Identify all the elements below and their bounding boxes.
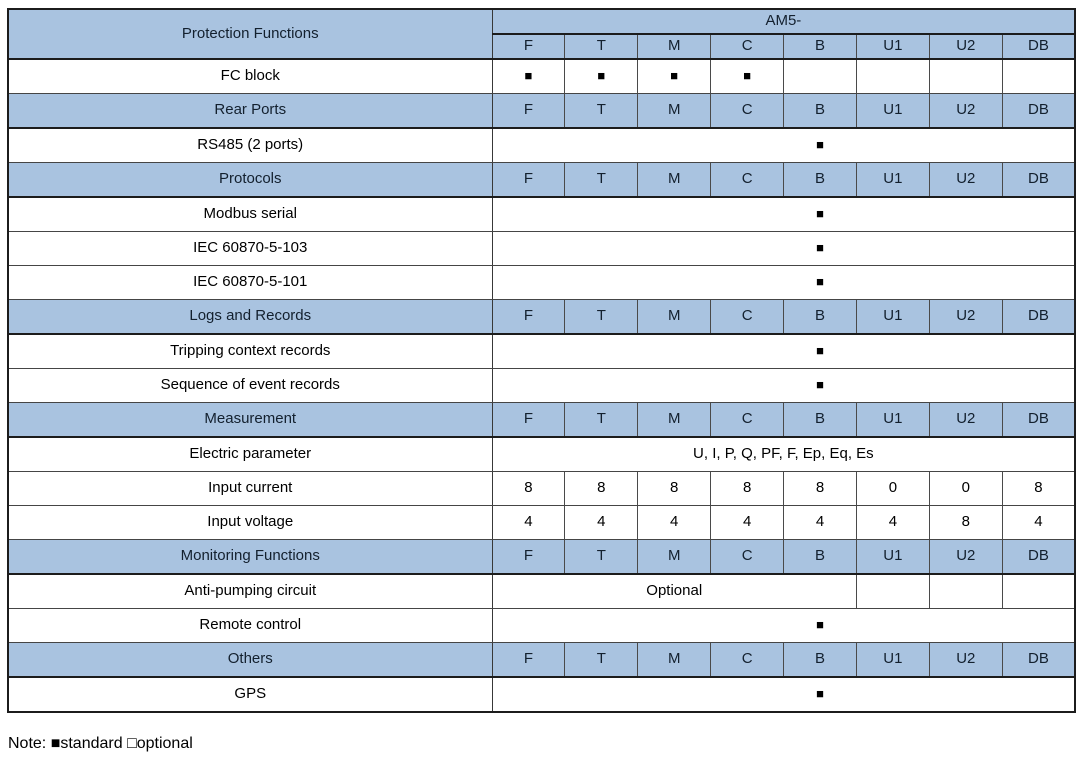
section-col-u1: U1 [856,403,929,438]
row-label: Logs and Records [8,300,492,335]
standard-marker-cell: ■ [784,266,857,300]
empty-cell [856,266,929,300]
section-col-f: F [492,643,565,678]
value-cell [856,59,929,94]
standard-marker-cell: ■ [784,232,857,266]
section-col-m: M [638,300,711,335]
row-label: Modbus serial [8,197,492,232]
row-label: Measurement [8,403,492,438]
data-row [8,609,1075,643]
section-col-u2: U2 [929,540,1002,575]
row-label: Monitoring Functions [8,540,492,575]
empty-cell [856,128,929,163]
merged-value-cell: U, I, P, Q, PF, F, Ep, Eq, Es [492,437,1075,472]
column-header-b: B [784,34,857,59]
section-col-c: C [711,300,784,335]
row-label: Anti-pumping circuit [8,574,492,609]
section-col-f: F [492,540,565,575]
section-col-c: C [711,163,784,198]
empty-cell [492,266,565,300]
standard-marker-cell: ■ [638,59,711,94]
section-col-m: M [638,403,711,438]
empty-cell [638,232,711,266]
section-col-db: DB [1002,540,1075,575]
empty-cell [565,334,638,369]
empty-cell [856,574,929,609]
row-label: Remote control [8,609,492,643]
column-header-t: T [565,34,638,59]
empty-cell [1002,369,1075,403]
data-row [8,128,1075,163]
value-cell: 8 [638,472,711,506]
section-col-c: C [711,643,784,678]
standard-marker-cell: ■ [784,128,857,163]
row-label: Input voltage [8,506,492,540]
empty-cell [638,334,711,369]
section-col-t: T [565,403,638,438]
row-label: Electric parameter [8,437,492,472]
empty-cell [1002,232,1075,266]
empty-cell [711,609,784,643]
value-cell: 8 [565,472,638,506]
value-cell [929,59,1002,94]
section-col-u1: U1 [856,163,929,198]
value-cell: 8 [492,472,565,506]
empty-cell [492,197,565,232]
section-row [8,643,1075,678]
section-row [8,163,1075,198]
empty-cell [638,197,711,232]
empty-cell [565,128,638,163]
empty-cell [856,232,929,266]
row-label: Sequence of event records [8,369,492,403]
row-label: RS485 (2 ports) [8,128,492,163]
standard-marker-cell: ■ [565,59,638,94]
value-cell: 0 [856,472,929,506]
data-row [8,232,1075,266]
empty-cell [711,266,784,300]
section-col-f: F [492,300,565,335]
standard-marker-cell: ■ [492,59,565,94]
empty-cell [492,677,565,712]
section-col-u1: U1 [856,300,929,335]
section-col-db: DB [1002,403,1075,438]
empty-cell [711,232,784,266]
data-row [8,334,1075,369]
standard-marker-cell: ■ [784,369,857,403]
empty-cell [711,197,784,232]
section-col-m: M [638,540,711,575]
empty-cell [856,334,929,369]
row-label: Rear Ports [8,94,492,129]
empty-cell [1002,574,1075,609]
note: Note: ■standard □optional [8,735,193,752]
section-col-b: B [784,403,857,438]
empty-cell [638,128,711,163]
empty-cell [856,369,929,403]
section-col-db: DB [1002,643,1075,678]
value-cell: 4 [1002,506,1075,540]
value-cell: 4 [492,506,565,540]
empty-cell [492,232,565,266]
data-row [8,677,1075,712]
section-row [8,300,1075,335]
section-col-u2: U2 [929,300,1002,335]
section-col-u1: U1 [856,94,929,129]
empty-cell [638,266,711,300]
section-col-u2: U2 [929,163,1002,198]
value-cell: 8 [929,506,1002,540]
section-col-u2: U2 [929,643,1002,678]
empty-cell [1002,197,1075,232]
section-col-b: B [784,300,857,335]
header-group-title: AM5- [492,9,1075,34]
empty-cell [929,334,1002,369]
value-cell [784,59,857,94]
value-cell: 8 [711,472,784,506]
empty-cell [1002,128,1075,163]
empty-cell [638,609,711,643]
empty-cell [565,232,638,266]
section-col-b: B [784,163,857,198]
standard-marker-cell: ■ [784,334,857,369]
section-col-u2: U2 [929,94,1002,129]
empty-cell [929,609,1002,643]
data-row [8,369,1075,403]
section-col-t: T [565,540,638,575]
section-col-t: T [565,163,638,198]
column-header-db: DB [1002,34,1075,59]
section-col-u1: U1 [856,540,929,575]
row-label: GPS [8,677,492,712]
empty-cell [565,609,638,643]
merged-value-cell: Optional [492,574,856,609]
data-row [8,437,1075,472]
empty-cell [929,677,1002,712]
column-header-u1: U1 [856,34,929,59]
empty-cell [565,677,638,712]
section-col-f: F [492,403,565,438]
section-col-f: F [492,94,565,129]
empty-cell [929,574,1002,609]
value-cell: 4 [638,506,711,540]
standard-marker-cell: ■ [784,677,857,712]
section-row [8,540,1075,575]
data-row [8,506,1075,540]
section-col-m: M [638,163,711,198]
section-col-c: C [711,403,784,438]
value-cell: 4 [711,506,784,540]
empty-cell [856,677,929,712]
empty-cell [711,369,784,403]
value-cell: 8 [1002,472,1075,506]
section-col-m: M [638,643,711,678]
empty-cell [1002,266,1075,300]
header-group-row [8,9,1075,34]
standard-marker-cell: ■ [711,59,784,94]
row-label: IEC 60870-5-101 [8,266,492,300]
empty-cell [565,266,638,300]
column-header-u2: U2 [929,34,1002,59]
section-col-c: C [711,540,784,575]
row-label: IEC 60870-5-103 [8,232,492,266]
empty-cell [492,128,565,163]
value-cell: 0 [929,472,1002,506]
row-label: Others [8,643,492,678]
section-col-u1: U1 [856,643,929,678]
section-col-u2: U2 [929,403,1002,438]
empty-cell [1002,609,1075,643]
value-cell: 4 [784,506,857,540]
data-row [8,197,1075,232]
table-body [8,9,1075,712]
empty-cell [492,334,565,369]
empty-cell [492,609,565,643]
empty-cell [1002,677,1075,712]
empty-cell [711,677,784,712]
empty-cell [929,128,1002,163]
empty-cell [638,677,711,712]
section-col-b: B [784,540,857,575]
section-row [8,94,1075,129]
empty-cell [929,266,1002,300]
section-col-b: B [784,643,857,678]
column-header-m: M [638,34,711,59]
standard-marker-cell: ■ [784,197,857,232]
row-label: Tripping context records [8,334,492,369]
section-col-t: T [565,643,638,678]
standard-marker-cell: ■ [784,609,857,643]
section-col-f: F [492,163,565,198]
data-row [8,266,1075,300]
section-col-b: B [784,94,857,129]
value-cell: 4 [856,506,929,540]
empty-cell [856,197,929,232]
empty-cell [565,197,638,232]
header-row-label: Protection Functions [8,9,492,59]
empty-cell [565,369,638,403]
section-col-t: T [565,94,638,129]
value-cell: 4 [565,506,638,540]
empty-cell [711,334,784,369]
section-col-c: C [711,94,784,129]
data-row [8,574,1075,609]
section-col-db: DB [1002,163,1075,198]
empty-cell [711,128,784,163]
section-col-m: M [638,94,711,129]
section-col-t: T [565,300,638,335]
row-label: Input current [8,472,492,506]
empty-cell [638,369,711,403]
empty-cell [929,369,1002,403]
section-col-db: DB [1002,94,1075,129]
section-col-db: DB [1002,300,1075,335]
section-row [8,403,1075,438]
value-cell: 8 [784,472,857,506]
empty-cell [492,369,565,403]
column-header-f: F [492,34,565,59]
empty-cell [929,197,1002,232]
empty-cell [1002,334,1075,369]
row-label: Protocols [8,163,492,198]
empty-cell [856,609,929,643]
row-label: FC block [8,59,492,94]
empty-cell [929,232,1002,266]
spec-table [7,8,1076,713]
data-row [8,59,1075,94]
value-cell [1002,59,1075,94]
column-header-c: C [711,34,784,59]
data-row [8,472,1075,506]
